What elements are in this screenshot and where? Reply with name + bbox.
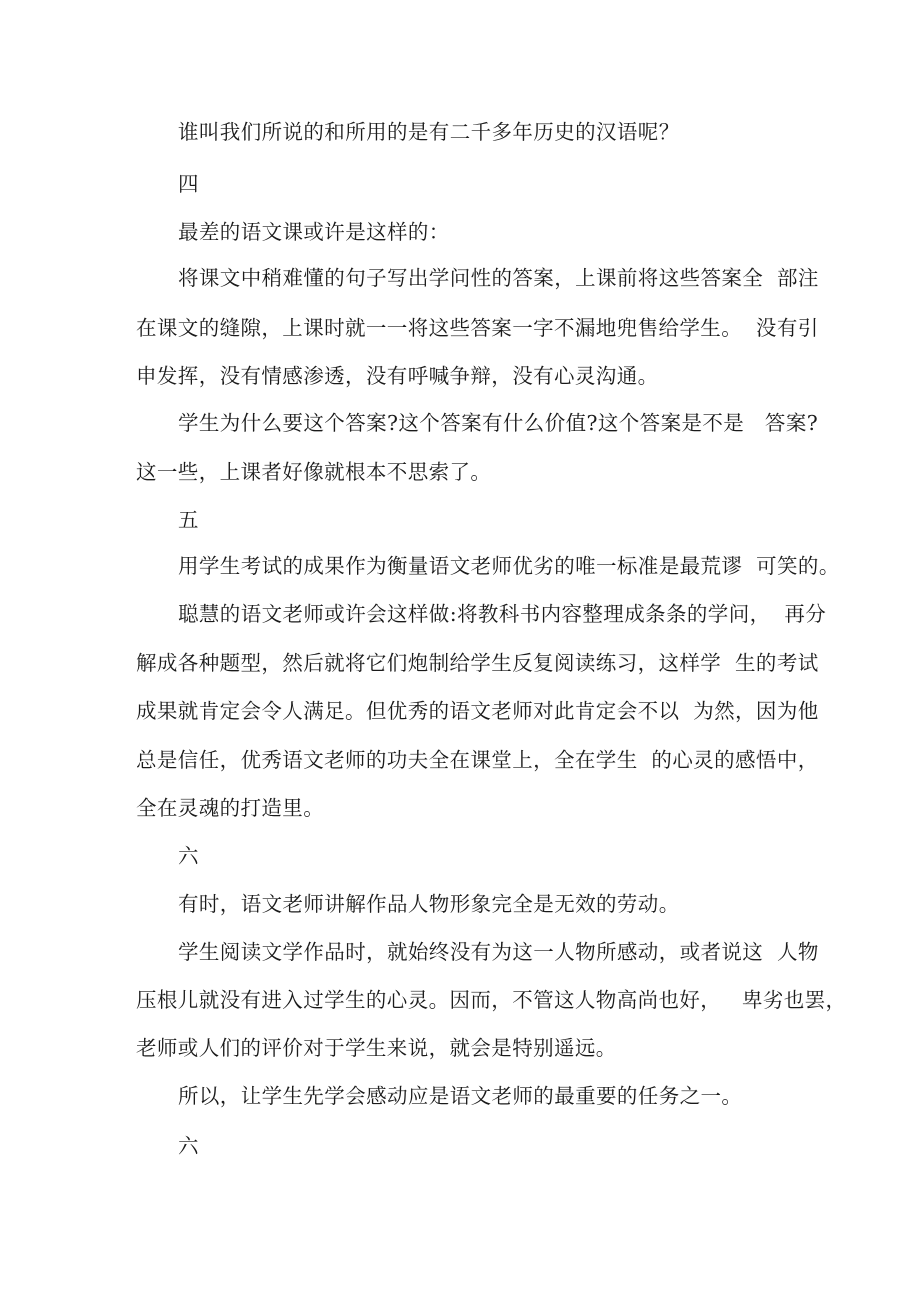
paragraph-line: 压根儿就没有进入过学生的心灵。因而，不管这人物高尚也好， 卑劣也罢， [136, 988, 847, 1012]
section-heading: 四 [178, 172, 199, 196]
paragraph-line: 所以，让学生先学会感动应是语文老师的最重要的任务之一。 [178, 1084, 743, 1108]
paragraph-line: 全在灵魂的打造里。 [136, 796, 325, 820]
paragraph-line: 最差的语文课或许是这样的： [178, 220, 450, 244]
paragraph-line: 聪慧的语文老师或许会这样做:将教科书内容整理成条条的学问， 再分 [178, 602, 827, 626]
paragraph-line: 解成各种题型，然后就将它们炮制给学生反复阅读练习，这样学 生的考试 [136, 651, 819, 675]
paragraph-line: 这一些，上课者好像就根本不思索了。 [136, 460, 492, 484]
section-heading: 六 [178, 1134, 199, 1158]
paragraph-line: 学生阅读文学作品时，就始终没有为这一人物所感动，或者说这 人物 [178, 940, 819, 964]
paragraph-line: 有时，语文老师讲解作品人物形象完全是无效的劳动。 [178, 892, 680, 916]
paragraph-line: 在课文的缝隙，上课时就一一将这些答案一字不漏地兜售给学生。 没有引 [136, 316, 819, 340]
paragraph-line: 学生为什么要这个答案?这个答案有什么价值?这个答案是不是 答案? [178, 411, 819, 435]
paragraph-line: 老师或人们的评价对于学生来说，就会是特别遥远。 [136, 1036, 617, 1060]
paragraph-line: 用学生考试的成果作为衡量语文老师优劣的唯一标准是最荒谬 可笑的。 [178, 554, 840, 578]
paragraph-line: 总是信任，优秀语文老师的功夫全在课堂上，全在学生 的心灵的感悟中， [136, 748, 819, 772]
section-heading: 五 [178, 508, 199, 532]
paragraph-line: 将课文中稍难懂的句子写出学问性的答案，上课前将这些答案全 部注 [178, 266, 819, 290]
section-heading: 六 [178, 844, 199, 868]
paragraph-line: 申发挥，没有情感渗透，没有呼喊争辩，没有心灵沟通。 [136, 364, 659, 388]
paragraph-line: 成果就肯定会令人满足。但优秀的语文老师对此肯定会不以 为然，因为他 [136, 699, 819, 723]
paragraph-line: 谁叫我们所说的和所用的是有二千多年历史的汉语呢？ [178, 120, 680, 144]
